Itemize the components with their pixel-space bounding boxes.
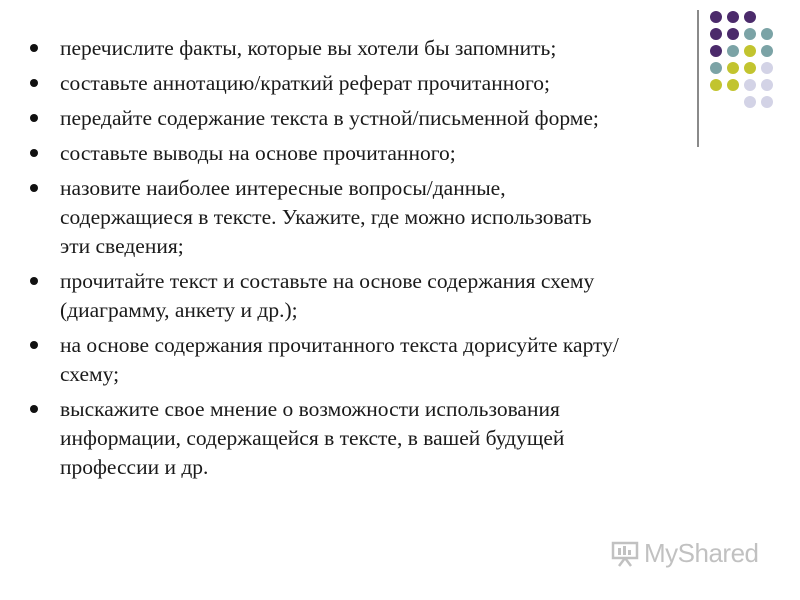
watermark-text: MyShared: [644, 537, 759, 568]
decorative-dot: [727, 11, 739, 23]
bullet-text-line: составьте аннотацию/краткий реферат прочитанного;: [60, 71, 550, 95]
bullet-text-line: выскажите свое мнение о возможности использования: [60, 397, 560, 421]
bullet-dot-icon: [30, 405, 38, 413]
bullet-dot-icon: [30, 79, 38, 87]
bullet-text-line: схему;: [60, 362, 120, 386]
bullet-text-line: прочитайте текст и составьте на основе содержания схему: [60, 269, 595, 293]
decorative-dot: [761, 62, 773, 74]
decorative-dot: [727, 62, 739, 74]
decorative-dot: [761, 96, 773, 108]
bullet-text-line: передайте содержание текста в устной/письменной форме;: [60, 106, 599, 130]
decorative-dot: [761, 45, 773, 57]
decorative-dot: [744, 79, 756, 91]
presentation-board-icon: [610, 538, 640, 568]
decorative-dot: [744, 96, 756, 108]
decorative-dot: [744, 28, 756, 40]
bullet-dot-icon: [30, 277, 38, 285]
watermark: [610, 535, 759, 571]
bullet-text-line: перечислите факты, которые вы хотели бы запомнить;: [60, 36, 557, 60]
bullet-dot-icon: [30, 149, 38, 157]
bullet-text-line: содержащиеся в тексте. Укажите, где можно использовать: [60, 205, 592, 229]
bullet-item: [28, 395, 728, 482]
decorative-dot: [761, 79, 773, 91]
bullet-item: [28, 34, 728, 63]
bullet-item: [28, 267, 728, 325]
bullet-text-line: (диаграмму, анкету и др.);: [60, 298, 298, 322]
decorative-dot: [744, 62, 756, 74]
decorative-dot: [727, 45, 739, 57]
decorative-dot: [727, 79, 739, 91]
bullet-dot-icon: [30, 44, 38, 52]
bullet-item: [28, 174, 728, 261]
bullet-dot-icon: [30, 341, 38, 349]
bullet-dot-icon: [30, 114, 38, 122]
decorative-dot: [744, 45, 756, 57]
decorative-dot: [727, 28, 739, 40]
bullet-text-line: составьте выводы на основе прочитанного;: [60, 141, 456, 165]
bullet-text-line: профессии и др.: [60, 455, 209, 479]
bullet-item: [28, 104, 728, 133]
bullet-item: [28, 69, 728, 98]
bullet-dot-icon: [30, 184, 38, 192]
bullet-list: [28, 34, 728, 488]
decorative-dot: [710, 11, 722, 23]
bullet-text-line: эти сведения;: [60, 234, 184, 258]
bullet-text-line: информации, содержащейся в тексте, в вашей будущей: [60, 426, 565, 450]
bullet-text-line: на основе содержания прочитанного текста дорисуйте карту/: [60, 333, 619, 357]
bullet-item: [28, 139, 728, 168]
bullet-item: [28, 331, 728, 389]
decorative-dot: [761, 28, 773, 40]
bullet-text-line: назовите наиболее интересные вопросы/данные,: [60, 176, 506, 200]
decorative-dot: [744, 11, 756, 23]
